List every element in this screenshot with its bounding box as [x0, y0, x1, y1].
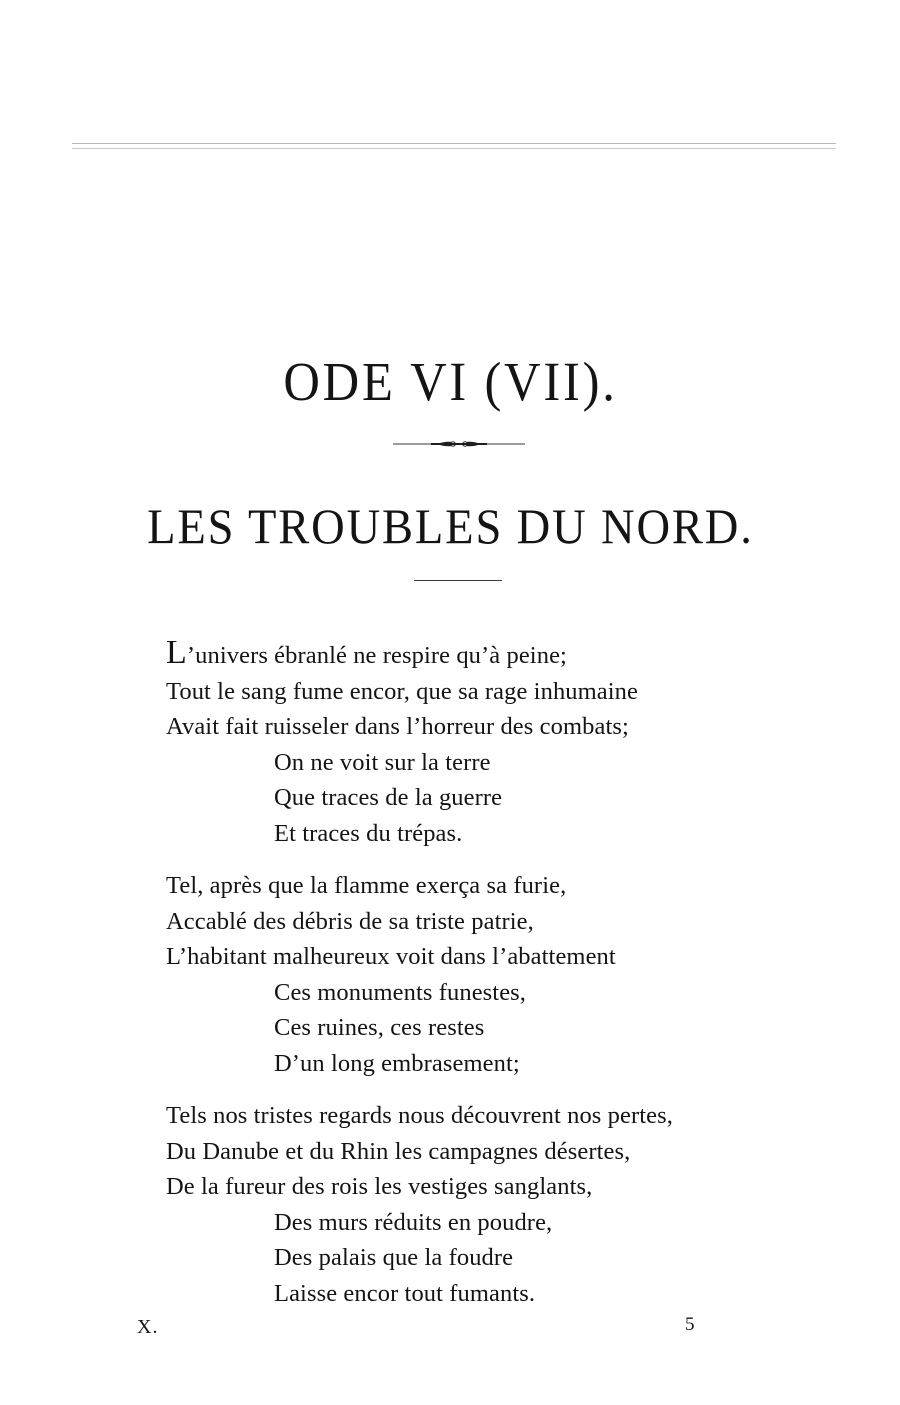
ode-number-heading: ODE VI (VII). — [283, 351, 618, 412]
poem-body — [166, 634, 806, 1328]
verse-line-indented: Laisse encor tout fumants. — [274, 1279, 536, 1307]
stanza-2 — [166, 868, 806, 1081]
verse-line-indented: Des murs réduits en poudre, — [274, 1208, 553, 1236]
page-number: 5 — [685, 1314, 695, 1335]
stanza-1 — [166, 634, 806, 851]
verse-line: De la fureur des rois les vestiges sanglants, — [166, 1173, 593, 1200]
verse-line — [166, 634, 806, 674]
verse-line-indented: Des palais que la foudre — [274, 1244, 514, 1271]
verse-line: Tels nos tristes regards nous découvrent nos pertes, — [166, 1102, 673, 1129]
verse-line-indented: Ces monuments funestes, — [274, 978, 527, 1006]
verse-line-indented: D’un long embrasement; — [274, 1049, 520, 1077]
verse-line: Avait fait ruisseler dans l’horreur des combats; — [166, 713, 629, 740]
stanza-3 — [166, 1098, 806, 1311]
verse-line: L’habitant malheureux voit dans l’abattement — [166, 943, 616, 970]
verse-line-indented: Et traces du trépas. — [274, 819, 463, 847]
initial-letter: L — [166, 634, 187, 671]
top-rule-line-upper — [72, 143, 836, 144]
signature-mark: X. — [137, 1316, 159, 1338]
title-divider — [414, 580, 502, 581]
verse-line: Tout le sang fume encor, que sa rage inhumaine — [166, 677, 639, 705]
verse-line: Du Danube et du Rhin les campagnes désertes, — [166, 1137, 631, 1165]
verse-line-indented: On ne voit sur la terre — [274, 748, 491, 776]
verse-line: Tel, après que la flamme exerça sa furie, — [166, 872, 567, 899]
ornament-divider-icon — [393, 437, 525, 451]
top-double-rule — [72, 143, 836, 149]
verse-line-indented: Que traces de la guerre — [274, 784, 503, 811]
verse-line-indented: Ces ruines, ces restes — [274, 1014, 485, 1041]
top-rule-line-lower — [72, 148, 836, 149]
verse-text: ’univers ébranlé ne respire qu’à peine; — [186, 642, 567, 669]
verse-line: Accablé des débris de sa triste patrie, — [166, 907, 534, 935]
poem-title: LES TROUBLES DU NORD. — [147, 498, 754, 554]
